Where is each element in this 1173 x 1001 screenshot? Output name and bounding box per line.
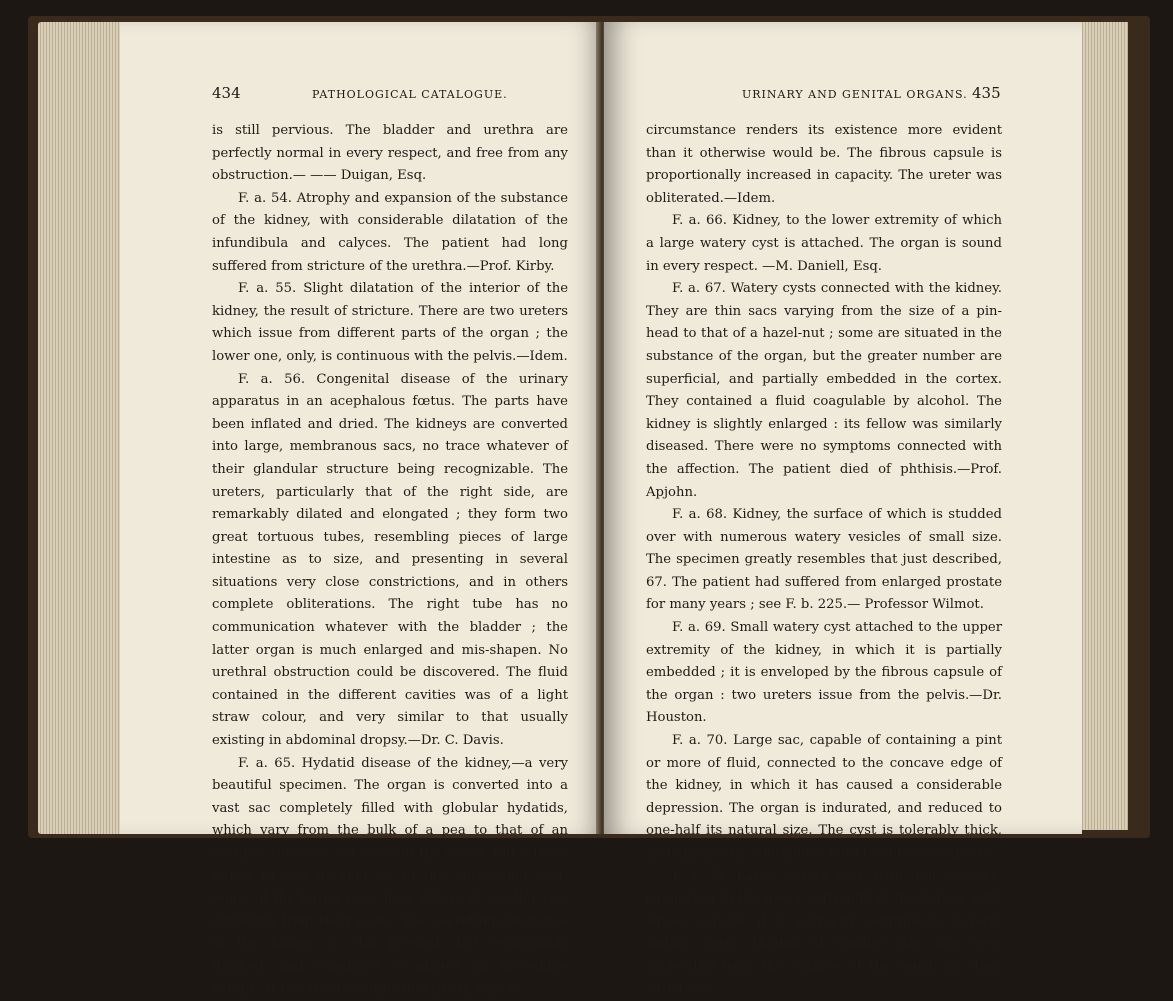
left-page	[120, 22, 600, 997]
paragraph: circumstance renders its existence more evident than it otherwise would be. The fibrous capsule is proportionally increased in capacity. The ureter was obliterated.—Idem.	[646, 123, 1002, 206]
right-page	[604, 22, 1082, 997]
running-head: URINARY AND GENITAL ORGANS.	[742, 88, 968, 101]
page-number: 434	[212, 84, 241, 102]
paragraph: F. a. 55. Slight dilatation of the interior of the kidney, the result of stricture. There are two ureters which issue from different parts of the organ ; the lower one, only, is continuous with the pelvis.—Idem.	[212, 281, 568, 364]
paragraph: F. a. 69. Small watery cyst attached to the upper extremity of the kidney, in which it is partially embedded ; it is enveloped by the fibrous capsule of the organ : two ureters issue from the pelvis.—Dr. Houston.	[646, 620, 1002, 726]
page-edges-left	[38, 22, 122, 834]
page-number: 435	[972, 84, 1001, 102]
paragraph: F. a. 67. Watery cysts connected with the kidney. They are thin sacs varying from the size of a pin-head to that of a hazel-nut ; some are situated in the substance of the organ, but the greater number are superficial, and partially embedded in the cortex. They contained a fluid coagulable by alcohol. The kidney is slightly enlarged : its fellow was similarly diseased. There were no symptoms connected with the affection. The patient died of phthisis.—Prof. Apjohn.	[646, 281, 1002, 500]
running-head: PATHOLOGICAL CATALOGUE.	[312, 88, 508, 101]
paragraph: F. a. 65. Hydatid disease of the kidney,—a very beautiful specimen. The organ is converted into a vast sac completely filled with globular hydatids, which vary from the bulk of a pea to that of an orange. They are not loose in the cavity, but adhere either to one another or to the enveloping cyst. Some of the larger ones have others of smaller size sprouting from their coats. The secreting substance of the kidney is still present, but remarkably thinned, and expanded to almost an incredible extent ; it has received injection freely, which	[212, 755, 568, 997]
paragraph: F. a. 68. Kidney, the surface of which is studded over with numerous watery vesicles of small size. The specimen greatly resembles that just described, 67. The patient had suffered from enlarged prostate for many years ; see F. b. 225.— Professor Wilmot.	[646, 507, 1002, 613]
page-body	[212, 120, 568, 1001]
page-edges-right	[1082, 22, 1128, 830]
paragraph: F. a. 71. Large watery cyst, with thin parietes, connected to the lower extremity of the kidney, with whose capsule it is perfectly continuous. Several similar cysts, though of smaller size, are seen projecting from the surface of the organ in other situations.	[646, 868, 1002, 997]
paragraph: F. a. 54. Atrophy and expansion of the substance of the kidney, with considerable dilatation of the infundibula and calyces. The patient had long suffered from stricture of the urethra.—Prof. Kirby.	[212, 190, 568, 274]
paragraph: F. a. 70. Large sac, capable of containing a pint or more of fluid, connected to the concave edge of the kidney, in which it has caused a considerable depression. The organ is indurated, and reduced to one-half its natural size. The cyst is tolerably thick, and apparently continuous with the fibrous capsule.	[646, 733, 1002, 861]
page-body	[646, 120, 1002, 1001]
paragraph: is still pervious. The bladder and urethra are perfectly normal in every respect, and free from any obstruction.— —— Duigan, Esq.	[212, 123, 568, 184]
paragraph: F. a. 66. Kidney, to the lower extremity of which a large watery cyst is attached. The organ is sound in every respect. —M. Daniell, Esq.	[646, 213, 1002, 274]
paragraph: F. a. 56. Congenital disease of the urinary apparatus in an acephalous fœtus. The parts have been inflated and dried. The kidneys are converted into large, membranous sacs, no trace whatever of their glandular structure being recognizable. The ureters, particularly that of the right side, are remarkably dilated and elongated ; they form two great tortuous tubes, resembling pieces of large intestine as to size, and presenting in several situations very close constrictions, and in others complete obliterations. The right tube has no communication whatever with the bladder ; the latter organ is much enlarged and mis-shapen. No urethral obstruction could be discovered. The fluid contained in the different cavities was of a light straw colour, and very similar to that usually existing in abdominal dropsy.—Dr. C. Davis.	[212, 371, 568, 749]
